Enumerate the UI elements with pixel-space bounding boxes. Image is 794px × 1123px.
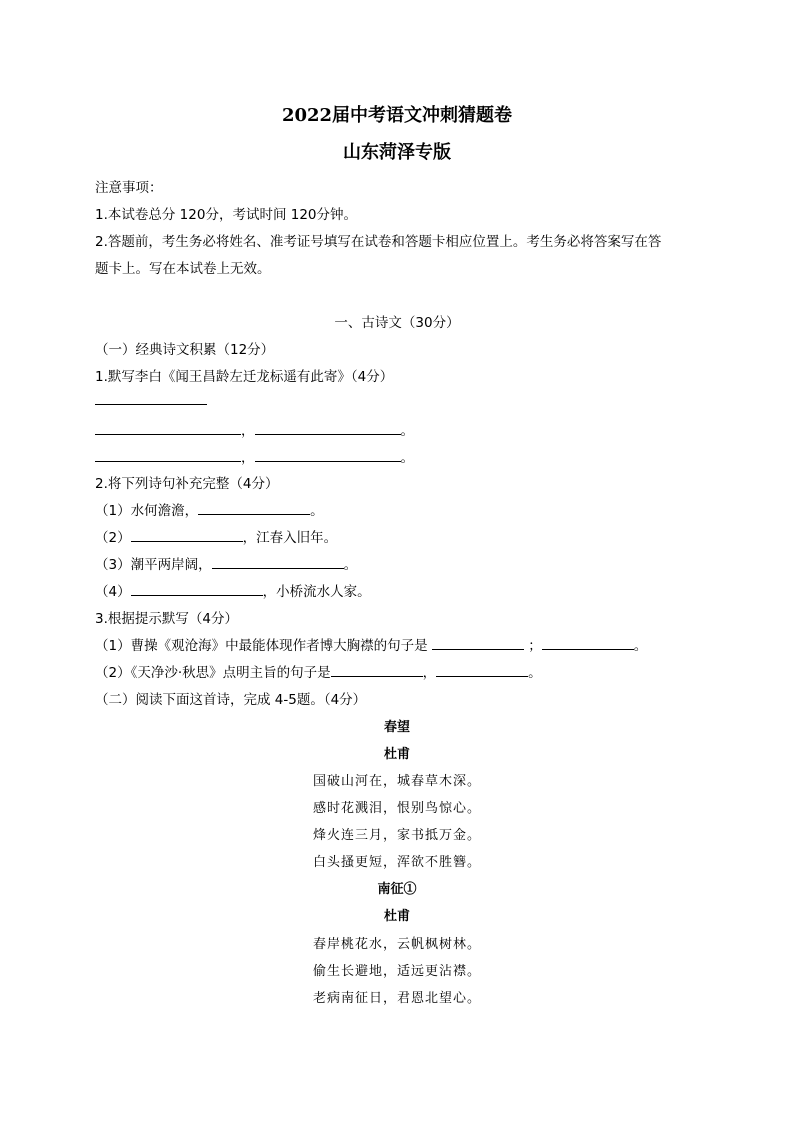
answer-blank[interactable]: [432, 637, 524, 650]
answer-blank[interactable]: [436, 664, 528, 677]
answer-blank[interactable]: [212, 556, 344, 569]
poem-2-author: 杜甫: [383, 909, 410, 924]
q2-item-3: [95, 553, 357, 573]
poem-2-line: 偷生长避地，适远更沾襟。: [312, 964, 481, 979]
section-heading-ancient-poetry: 一、古诗文（30分）: [334, 315, 460, 331]
q2-item-2-text: ，江春入旧年。: [242, 530, 338, 546]
answer-blank[interactable]: [131, 529, 243, 542]
notice-item-2-cont: 题卡上。写在本试卷上无效。: [95, 261, 271, 277]
q1-blank-row-1: [95, 392, 207, 409]
answer-blank[interactable]: [198, 502, 310, 515]
notice-item-1: 1.本试卷总分 120分，考试时间 120分钟。: [95, 207, 357, 223]
poem-2-line: 老病南征日，君恩北望心。: [312, 991, 481, 1006]
q2-item-4: [95, 580, 371, 600]
answer-blank[interactable]: [542, 637, 634, 650]
answer-blank[interactable]: [255, 422, 401, 435]
answer-blank[interactable]: [95, 392, 207, 405]
q2-item-2: [95, 526, 337, 546]
poem-1-title: 春望: [383, 720, 410, 735]
period: 。: [400, 450, 414, 466]
poem-2-title: 南征①: [377, 882, 417, 897]
period: 。: [310, 503, 324, 519]
answer-blank[interactable]: [331, 664, 423, 677]
poem-1-line: 感时花溅泪，恨别鸟惊心。: [312, 801, 481, 816]
question-3: 3.根据提示默写（4分）: [95, 611, 238, 627]
poem-1-author: 杜甫: [383, 747, 410, 762]
answer-blank[interactable]: [255, 449, 401, 462]
subsection-heading-1: （一）经典诗文积累（12分）: [95, 342, 275, 358]
question-1: 1.默写李白《闻王昌龄左迁龙标遥有此寄》（4分）: [95, 369, 394, 385]
comma: ，: [241, 450, 255, 466]
q2-item-2-prefix: （2）: [95, 530, 131, 546]
question-2: 2.将下列诗句补充完整（4分）: [95, 476, 279, 492]
answer-blank[interactable]: [131, 583, 263, 596]
q3-item-1: [95, 634, 647, 654]
period: 。: [343, 557, 358, 573]
semicolon: ；: [528, 638, 542, 654]
q2-item-3-text: （3）潮平两岸阔，: [95, 557, 212, 573]
notice-heading: 注意事项：: [95, 180, 163, 196]
q3-item-2: [95, 661, 542, 681]
poem-1-line: 白头搔更短，浑欲不胜簪。: [312, 855, 481, 870]
notice-item-2: 2.答题前，考生务必将姓名、准考证号填写在试卷和答题卡相应位置上。考生务必将答案写在答: [95, 234, 662, 250]
period: 。: [400, 423, 414, 439]
period: 。: [633, 638, 648, 654]
exam-subtitle: 山东菏泽专版: [343, 142, 451, 163]
answer-blank[interactable]: [95, 449, 241, 462]
q2-item-4-prefix: （4）: [95, 584, 131, 600]
period: 。: [528, 665, 542, 681]
q3-item-2-text: （2）《天净沙·秋思》点明主旨的句子是: [95, 665, 331, 681]
q3-item-1-text: （1）曹操《观沧海》中最能体现作者博大胸襟的句子是: [95, 638, 428, 654]
q1-blank-row-3: [95, 446, 414, 466]
q1-blank-row-2: [95, 419, 414, 439]
poem-1-line: 烽火连三月，家书抵万金。: [312, 828, 481, 843]
q2-item-4-text: ，小桥流水人家。: [262, 584, 371, 600]
answer-blank[interactable]: [95, 422, 241, 435]
subsection-heading-2: （二）阅读下面这首诗，完成 4-5题。（4分）: [95, 692, 367, 708]
exam-title: 2022届中考语文冲刺猜题卷: [281, 105, 513, 126]
comma: ，: [422, 665, 437, 681]
comma: ，: [241, 423, 255, 439]
poem-2-line: 春岸桃花水，云帆枫树林。: [312, 937, 481, 952]
q2-item-1-text: （1）水何澹澹，: [95, 503, 199, 519]
q2-item-1: [95, 499, 324, 519]
poem-1-line: 国破山河在，城春草木深。: [312, 774, 481, 789]
